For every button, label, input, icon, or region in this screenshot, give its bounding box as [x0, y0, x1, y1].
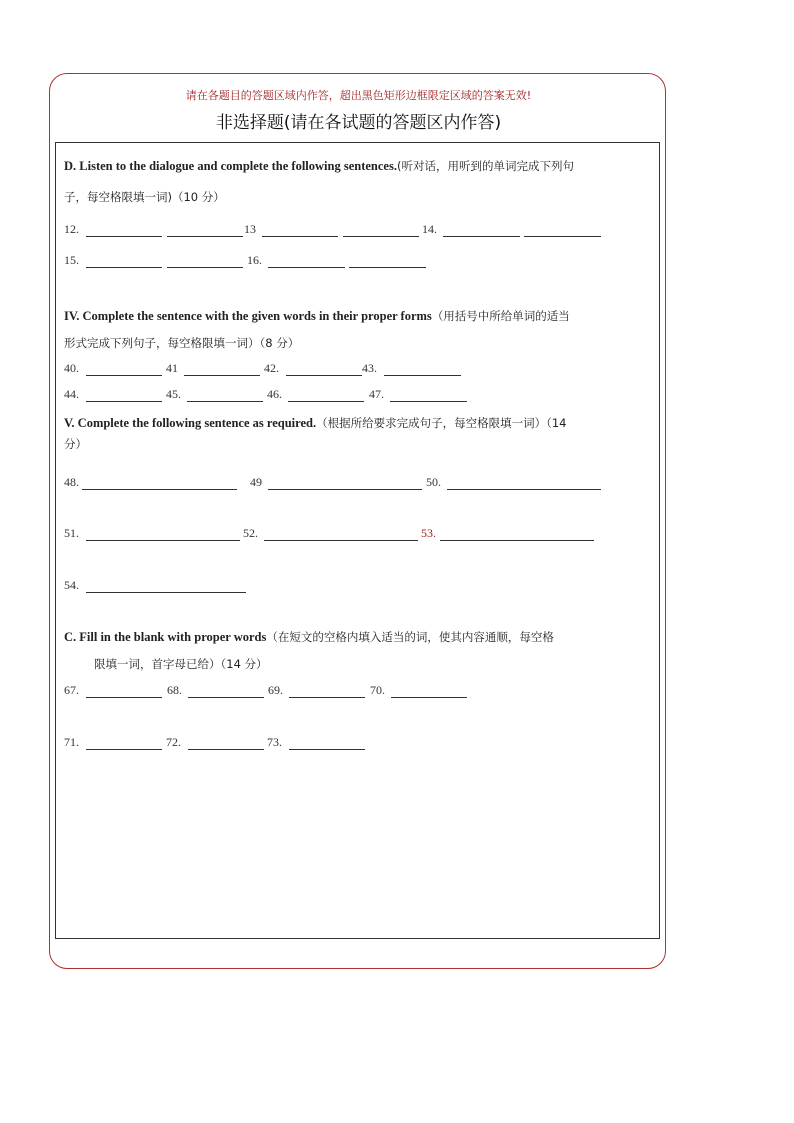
- label-45: 45.: [166, 387, 181, 401]
- blank-40[interactable]: [86, 375, 162, 376]
- label-40: 40.: [64, 361, 79, 375]
- blank-50[interactable]: [447, 489, 601, 490]
- label-52: 52.: [243, 526, 258, 540]
- section-d-heading-cont: 子，每空格限填一词)（10 分）: [64, 190, 225, 204]
- blank-41[interactable]: [184, 375, 260, 376]
- label-43: 43.: [362, 361, 377, 375]
- blank-13a[interactable]: [262, 236, 338, 237]
- label-67: 67.: [64, 683, 79, 697]
- blank-51[interactable]: [86, 540, 240, 541]
- blank-15a[interactable]: [86, 267, 162, 268]
- label-14: 14.: [422, 222, 437, 236]
- section-c-heading-cont: 限填一词，首字母已给）（14 分）: [94, 657, 268, 671]
- label-68: 68.: [167, 683, 182, 697]
- section-c-heading: C. Fill in the blank with proper words（在短文的空格内填入适当的词，使其内容通顺，每空格: [64, 630, 554, 644]
- blank-12a[interactable]: [86, 236, 162, 237]
- blank-71[interactable]: [86, 749, 162, 750]
- blank-67[interactable]: [86, 697, 162, 698]
- label-70: 70.: [370, 683, 385, 697]
- blank-72[interactable]: [188, 749, 264, 750]
- label-72: 72.: [166, 735, 181, 749]
- label-51: 51.: [64, 526, 79, 540]
- section-iv-heading-cont: 形式完成下列句子，每空格限填一词）（8 分）: [64, 336, 300, 350]
- label-48: 48.: [64, 475, 79, 489]
- blank-44[interactable]: [86, 401, 162, 402]
- blank-13b[interactable]: [343, 236, 419, 237]
- section-iv-heading: IV. Complete the sentence with the given words in their proper forms（用括号中所给单词的适当: [64, 309, 570, 323]
- label-46: 46.: [267, 387, 282, 401]
- label-13: 13: [244, 222, 256, 236]
- blank-12b[interactable]: [167, 236, 243, 237]
- blank-14b[interactable]: [524, 236, 601, 237]
- blank-16b[interactable]: [349, 267, 426, 268]
- label-54: 54.: [64, 578, 79, 592]
- blank-73[interactable]: [289, 749, 365, 750]
- blank-68[interactable]: [188, 697, 264, 698]
- blank-42[interactable]: [286, 375, 362, 376]
- blank-45[interactable]: [187, 401, 263, 402]
- blank-53[interactable]: [440, 540, 594, 541]
- label-69: 69.: [268, 683, 283, 697]
- section-v-heading: V. Complete the following sentence as required.（根据所给要求完成句子，每空格限填一词）（14: [64, 416, 567, 430]
- label-50: 50.: [426, 475, 441, 489]
- blank-69[interactable]: [289, 697, 365, 698]
- label-71: 71.: [64, 735, 79, 749]
- label-73: 73.: [267, 735, 282, 749]
- blank-49[interactable]: [268, 489, 422, 490]
- label-15: 15.: [64, 253, 79, 267]
- blank-54[interactable]: [86, 592, 246, 593]
- label-12: 12.: [64, 222, 79, 236]
- answer-area-notice: 请在各题目的答题区域内作答，超出黑色矩形边框限定区域的答案无效!: [185, 89, 532, 102]
- blank-46[interactable]: [288, 401, 364, 402]
- label-49: 49: [250, 475, 262, 489]
- section-v-heading-cont: 分）: [64, 437, 87, 451]
- blank-14a[interactable]: [443, 236, 520, 237]
- blank-16a[interactable]: [268, 267, 345, 268]
- blank-47[interactable]: [390, 401, 467, 402]
- blank-48[interactable]: [82, 489, 237, 490]
- section-d-heading: D. Listen to the dialogue and complete the following sentences.(听对话，用听到的单词完成下列句: [64, 159, 574, 173]
- label-41: 41: [166, 361, 178, 375]
- label-44: 44.: [64, 387, 79, 401]
- blank-15b[interactable]: [167, 267, 243, 268]
- label-16: 16.: [247, 253, 262, 267]
- label-53: 53.: [421, 526, 436, 540]
- non-choice-section-title: 非选择题(请在各试题的答题区内作答): [215, 113, 502, 133]
- blank-43[interactable]: [384, 375, 461, 376]
- blank-52[interactable]: [264, 540, 418, 541]
- blank-70[interactable]: [391, 697, 467, 698]
- label-42: 42.: [264, 361, 279, 375]
- label-47: 47.: [369, 387, 384, 401]
